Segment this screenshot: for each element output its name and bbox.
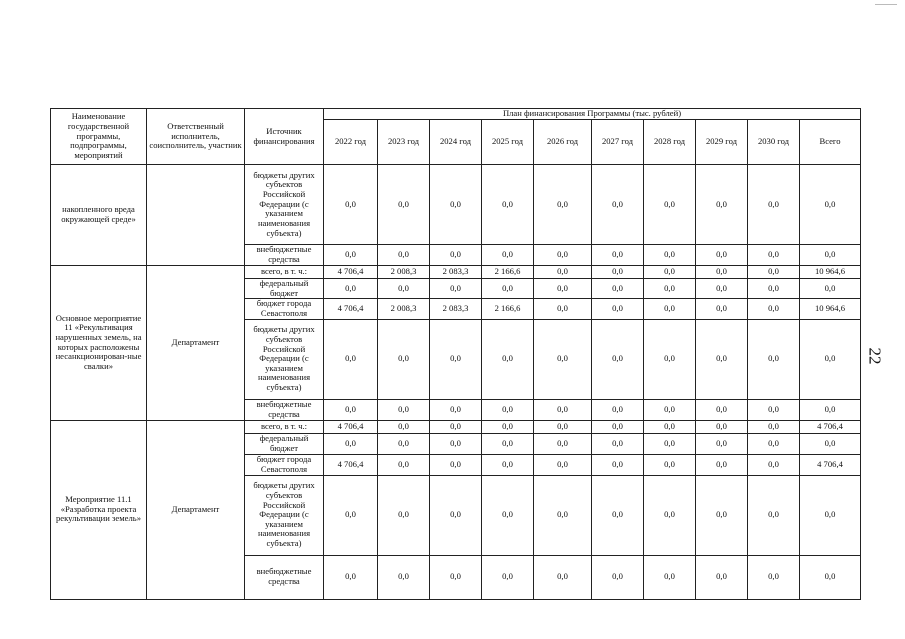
total-value: 10 964,6 — [800, 266, 861, 279]
year-value: 0,0 — [696, 555, 748, 599]
header-responsible: Ответственный исполнитель, соисполнитель, участник — [147, 109, 245, 165]
funding-source: бюджет города Севастополя — [245, 454, 324, 475]
table-row — [51, 420, 861, 433]
year-value: 0,0 — [592, 555, 644, 599]
total-value: 0,0 — [800, 245, 861, 266]
year-value: 0,0 — [696, 454, 748, 475]
measure-name: накопленного вреда окружающей среде» — [51, 165, 147, 266]
year-value: 0,0 — [378, 319, 430, 399]
table-row — [51, 165, 861, 245]
total-value: 0,0 — [800, 475, 861, 555]
responsible: Департамент — [147, 420, 245, 599]
funding-source: всего, в т. ч.: — [245, 266, 324, 279]
header-year: 2023 год — [378, 120, 430, 165]
year-value: 2 166,6 — [482, 266, 534, 279]
year-value: 0,0 — [644, 399, 696, 420]
year-value: 0,0 — [748, 266, 800, 279]
year-value: 2 166,6 — [482, 299, 534, 319]
header-year: 2025 год — [482, 120, 534, 165]
year-value: 0,0 — [482, 454, 534, 475]
year-value: 0,0 — [378, 279, 430, 299]
year-value: 2 083,3 — [430, 266, 482, 279]
year-value: 0,0 — [482, 399, 534, 420]
year-value: 0,0 — [748, 399, 800, 420]
total-value: 0,0 — [800, 165, 861, 245]
year-value: 0,0 — [324, 555, 378, 599]
year-value: 0,0 — [378, 165, 430, 245]
year-value: 0,0 — [534, 266, 592, 279]
year-value: 0,0 — [748, 555, 800, 599]
total-value: 0,0 — [800, 433, 861, 454]
year-value: 0,0 — [324, 165, 378, 245]
year-value: 0,0 — [644, 165, 696, 245]
year-value: 0,0 — [748, 245, 800, 266]
year-value: 0,0 — [592, 245, 644, 266]
year-value: 0,0 — [430, 433, 482, 454]
year-value: 0,0 — [430, 245, 482, 266]
measure-name: Основное мероприятие 11 «Рекультивация нарушенных земель, на которых расположены несанкционирован-ные свалки» — [51, 266, 147, 421]
total-value: 10 964,6 — [800, 299, 861, 319]
year-value: 0,0 — [430, 319, 482, 399]
funding-source: бюджеты других субъектов Российской Федерации (с указанием наименования субъекта) — [245, 319, 324, 399]
year-value: 0,0 — [696, 319, 748, 399]
funding-source: бюджеты других субъектов Российской Федерации (с указанием наименования субъекта) — [245, 165, 324, 245]
year-value: 2 083,3 — [430, 299, 482, 319]
year-value: 0,0 — [324, 399, 378, 420]
year-value: 0,0 — [592, 433, 644, 454]
year-value: 0,0 — [696, 399, 748, 420]
year-value: 0,0 — [378, 475, 430, 555]
header-year: 2030 год — [748, 120, 800, 165]
year-value: 0,0 — [592, 420, 644, 433]
year-value: 0,0 — [430, 165, 482, 245]
year-value: 0,0 — [748, 433, 800, 454]
year-value: 0,0 — [378, 555, 430, 599]
year-value: 0,0 — [696, 266, 748, 279]
year-value: 0,0 — [324, 475, 378, 555]
funding-source: федеральный бюджет — [245, 279, 324, 299]
funding-source: федеральный бюджет — [245, 433, 324, 454]
funding-source: бюджет города Севастополя — [245, 299, 324, 319]
year-value: 0,0 — [534, 245, 592, 266]
year-value: 0,0 — [324, 245, 378, 266]
year-value: 0,0 — [644, 475, 696, 555]
funding-source: внебюджетные средства — [245, 399, 324, 420]
year-value: 0,0 — [696, 279, 748, 299]
year-value: 0,0 — [592, 299, 644, 319]
year-value: 0,0 — [592, 399, 644, 420]
total-value: 4 706,4 — [800, 454, 861, 475]
header-year: 2024 год — [430, 120, 482, 165]
measure-name: Мероприятие 11.1 «Разработка проекта рекультивации земель» — [51, 420, 147, 599]
year-value: 0,0 — [592, 266, 644, 279]
header-year: 2026 год — [534, 120, 592, 165]
year-value: 0,0 — [644, 420, 696, 433]
header-year: 2028 год — [644, 120, 696, 165]
total-value: 0,0 — [800, 399, 861, 420]
year-value: 0,0 — [748, 454, 800, 475]
year-value: 0,0 — [430, 279, 482, 299]
header-year: 2027 год — [592, 120, 644, 165]
responsible — [147, 165, 245, 266]
year-value: 0,0 — [534, 279, 592, 299]
year-value: 0,0 — [748, 165, 800, 245]
year-value: 0,0 — [592, 165, 644, 245]
year-value: 0,0 — [482, 475, 534, 555]
year-value: 0,0 — [378, 420, 430, 433]
year-value: 0,0 — [748, 279, 800, 299]
year-value: 0,0 — [696, 165, 748, 245]
header-total: Всего — [800, 120, 861, 165]
year-value: 0,0 — [534, 555, 592, 599]
year-value: 4 706,4 — [324, 299, 378, 319]
year-value: 0,0 — [378, 454, 430, 475]
year-value: 0,0 — [482, 420, 534, 433]
year-value: 0,0 — [696, 433, 748, 454]
year-value: 0,0 — [644, 266, 696, 279]
year-value: 2 008,3 — [378, 299, 430, 319]
responsible: Департамент — [147, 266, 245, 421]
year-value: 0,0 — [534, 433, 592, 454]
corner-mark — [875, 4, 897, 5]
page-number: 22 — [865, 347, 885, 365]
year-value: 4 706,4 — [324, 420, 378, 433]
year-value: 0,0 — [592, 454, 644, 475]
year-value: 0,0 — [482, 165, 534, 245]
year-value: 0,0 — [430, 420, 482, 433]
year-value: 0,0 — [534, 165, 592, 245]
total-value: 0,0 — [800, 555, 861, 599]
year-value: 0,0 — [482, 319, 534, 399]
year-value: 0,0 — [482, 245, 534, 266]
funding-source: всего, в т. ч.: — [245, 420, 324, 433]
total-value: 0,0 — [800, 319, 861, 399]
year-value: 0,0 — [482, 279, 534, 299]
year-value: 0,0 — [696, 420, 748, 433]
funding-source: внебюджетные средства — [245, 245, 324, 266]
header-name: Наименование государственной программы, подпрограммы, мероприятий — [51, 109, 147, 165]
year-value: 0,0 — [696, 245, 748, 266]
year-value: 0,0 — [324, 319, 378, 399]
year-value: 4 706,4 — [324, 454, 378, 475]
year-value: 0,0 — [644, 279, 696, 299]
year-value: 0,0 — [430, 454, 482, 475]
year-value: 4 706,4 — [324, 266, 378, 279]
year-value: 0,0 — [534, 319, 592, 399]
year-value: 0,0 — [534, 454, 592, 475]
header-source: Источник финансирования — [245, 109, 324, 165]
financing-table — [50, 108, 861, 600]
year-value: 0,0 — [748, 319, 800, 399]
year-value: 0,0 — [534, 475, 592, 555]
year-value: 0,0 — [534, 420, 592, 433]
year-value: 0,0 — [482, 555, 534, 599]
header-year: 2022 год — [324, 120, 378, 165]
year-value: 0,0 — [482, 433, 534, 454]
header-plan: План финансирования Программы (тыс. рублей) — [324, 109, 861, 120]
year-value: 0,0 — [644, 433, 696, 454]
total-value: 4 706,4 — [800, 420, 861, 433]
year-value: 2 008,3 — [378, 266, 430, 279]
year-value: 0,0 — [696, 475, 748, 555]
total-value: 0,0 — [800, 279, 861, 299]
year-value: 0,0 — [324, 433, 378, 454]
year-value: 0,0 — [534, 299, 592, 319]
year-value: 0,0 — [592, 319, 644, 399]
year-value: 0,0 — [748, 420, 800, 433]
year-value: 0,0 — [696, 299, 748, 319]
year-value: 0,0 — [534, 399, 592, 420]
year-value: 0,0 — [430, 475, 482, 555]
year-value: 0,0 — [644, 245, 696, 266]
year-value: 0,0 — [430, 555, 482, 599]
year-value: 0,0 — [748, 475, 800, 555]
funding-source: внебюджетные средства — [245, 555, 324, 599]
funding-source: бюджеты других субъектов Российской Федерации (с указанием наименования субъекта) — [245, 475, 324, 555]
year-value: 0,0 — [378, 399, 430, 420]
table-body — [51, 165, 861, 600]
table-row — [51, 266, 861, 279]
year-value: 0,0 — [378, 433, 430, 454]
year-value: 0,0 — [748, 299, 800, 319]
year-value: 0,0 — [592, 475, 644, 555]
year-value: 0,0 — [324, 279, 378, 299]
year-value: 0,0 — [592, 279, 644, 299]
header-year: 2029 год — [696, 120, 748, 165]
year-value: 0,0 — [378, 245, 430, 266]
year-value: 0,0 — [644, 319, 696, 399]
year-value: 0,0 — [644, 299, 696, 319]
year-value: 0,0 — [430, 399, 482, 420]
year-value: 0,0 — [644, 555, 696, 599]
year-value: 0,0 — [644, 454, 696, 475]
